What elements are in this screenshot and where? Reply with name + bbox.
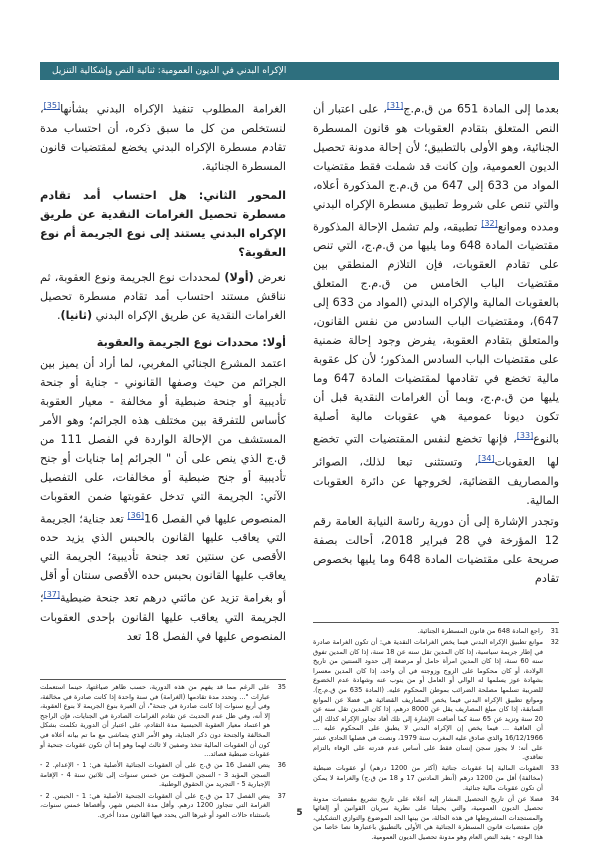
footnote-item [40, 761, 286, 790]
right-paragraph-2: وتجدر الإشارة إلى أن دورية رئاسة النيابة العامة رقم 12 المؤرخة في 28 فبراير 2018، أحالت بصفة صريحة على مقتضيات المادة 648 وما يليها بخصوص تقادم [313, 514, 559, 585]
footnote-text: ينص الفصل 16 من ق.ج على أن العقوبات الجنائية الأصلية هي: 1 - الإعدام. 2 - السجن المؤبد 3 - السجن المؤقت من خمس سنوات إلى ثلاثين سنة 4 - الإقامة الإجبارية 5 - التجريد من الحقوق الوطنية. [40, 761, 270, 789]
section-title: المحور الثاني: هل احتساب أمد تقادم مسطرة تحصيل الغرامات النقدية عن طريق الإكراه البدني يستند إلى نوع الجريمة أم نوع العقوبة؟ [40, 187, 286, 259]
footnote-number: 37 [277, 791, 286, 800]
footnote-item [313, 627, 559, 637]
footnote-divider-right [313, 622, 559, 623]
footnote-ref-35[interactable]: [35] [43, 101, 61, 110]
footnotes-left [40, 683, 286, 822]
right-paragraph-1: بعدما إلى المادة 651 من ق.م.ج[31]، على اعتبار أن النص المتعلق بتقادم العقوبات هو قانون المسطرة الجنائية، وهو الأولى بالتطبيق؛ لأن إحالة مدونة تحصيل الديون العمومية، وإن كانت قد شملت فقط مقتضيات المواد من 633 إلى 647 من ق.م.ج المذكورة أعلاه، والتي تنص على شروط تطبيق مسطرة الإكراه البدني ومدده وموانع[32] تطبيقه، ولم تشمل الإحالة المذكورة مقتضيات المادة 648 وما يليها من ق.م.ج، التي تنص على تقادم العقوبات، فإن التلازم المنطقي بين مقتضيات الباب الخامس من ق.م.ج المتعلق بالعقوبات المالية والإكراه البدني (المواد من 633 إلى 647)، ومقتضيات الباب السادس من نفس القانون، والمتعلق بتقادم العقوبة، يفرض وجود إحالة ضمنية على مقتضيات الباب السادس المذكور؛ لأن كل عقوبة مالية تخضع في تقادمها لمقتضيات المادة 647 وما يليها من ق.م.ج، وبما أن الغرامات النقدية قبل أن تكون ديونا عمومية هي عقوبات مالية أصلية بالنوع[33]، فإنها تخضع لنفس المقتضيات التي تخضع لها العقوبات[34]، وتستثنى تبعا لذلك، الصوائر والمصاريف القضائية، لخروجها عن دائرة العقوبات المالية. [313, 101, 560, 507]
footnote-number: 35 [277, 683, 286, 691]
footnote-number: 33 [550, 764, 559, 773]
right-column [313, 96, 559, 590]
footnote-number: 32 [550, 638, 559, 647]
footnote-item [313, 638, 559, 763]
footnote-ref-32[interactable]: [32] [481, 218, 498, 228]
footnote-divider-left [40, 679, 286, 680]
running-header [40, 62, 559, 80]
footnote-ref-37[interactable]: [37] [43, 590, 60, 600]
footnote-ref-31[interactable]: [31] [386, 101, 404, 110]
footnote-text: العقوبات المالية إما عقوبات جنائية (أكثر من 1200 درهم) أو عقوبات ضبطية (مخالفة) أقل من 1200 درهم (أنظر المادتين 17 و 18 من ق.ج) والغرامة لا يمكن أن تكون عقوبات مالية جنائية. [313, 764, 543, 792]
left-paragraph-3: اعتمد المشرع الجنائي المغربي، لما أراد أن يميز بين الجرائم من حيث وصفها القانوني - جناية أو جنحة تأديبية أو جنحة ضبطية أو مخالفة - معيار العقوبة كأساس للتفرقة بين مختلف هذه الجرائم؛ وهو الأمر المستشف من الإحالة الواردة في الفصل 111 من ق.ج الذي ينص على أن " الجرائم إما جنايات أو جنح تأديبية أو جنح ضبطية أو مخالفات، على التفصيل الآتي: الجريمة التي تدخل عقوبتها ضمن العقوبات المنصوص عليها في الفصل 16[36] تعد جناية؛ الجريمة التي يعاقب عليها القانون بالحبس الذي يزيد حده الأقصى عن سنتين تعد جنحة تأديبية؛ الجريمة التي يعاقب عليها القانون بحبس حده الأقصى سنتان أو أقل أو بغرامة تزيد عن مائتي درهم تعد جنحة ضبطية[37]؛ الجريمة التي يعاقب عليها القانون بإحدى العقوبات المنصوص عليها في الفصل 18 تعد [40, 356, 287, 644]
footnote-ref-34[interactable]: [34] [478, 454, 495, 464]
footnote-number: 31 [550, 627, 559, 635]
footnote-ref-36[interactable]: [36] [127, 510, 144, 520]
footnote-text: على الرغم مما قد يفهم من هذه الدورية، حسب ظاهر صياغتها، حينما استعملت عبارات "... وتحدد مدة تقادمها (الغرامة) في سنة واحدة إذا كانت صادرة في مخالفة، وفي أربع سنوات إذا كانت صادرة في جنحة"، أن العبرة بنوع الجريمة لا بنوع العقوبة، إلا أنه، وفي ظل عدم الحديث عن تقادم الغرامات الصادرة في الجنايات، فإن الراجح هو اعتماد معيار العقوبة الحبسية مدة التقادم، على اعتبار أن الدورية تكلمت بشكل المخالفة والجنحة دون ذكر الجناية، وهو الأمر الذي يتماشى مع ما تم بيانه أعلاه في كون أن العقوبات المالية تتخذ وصفين لا ثالث لهما وهو إما أن تكون عقوبات جنحية أو عقوبات ضبطية فصائد... [40, 683, 270, 759]
footnote-item [313, 795, 559, 843]
footnote-item [40, 683, 286, 760]
footnote-text: موانع تطبيق الإكراه البدني فيما يخص الغرامات النقدية هي: أن تكون الغرامة صادرة في إطار جريمة سياسية، إذا كان المدين تقل سنه عن 18 سنة، إذا كان المدين تفوق سنه 60 سنة، إذا كان المدين امرأة حامل أو مرضعة إلى حدود السنتين من تاريخ الولادة، أو كان محكوما على الزوج وزوجته في آن واحد، إذا كان المدين معسرا بشهادة عوز يسلمها له الوالي أو العامل أو من ينوب عنه وشهادة عدم الخضوع للضريبة تسلمها مصلحة الضرائب بموطن المحكوم عليه. (المادة 635 من ق.م.ج). وموانع تطبيق الإكراه البدني فيما يخص المصاريف القضائية هي فضلا عن الموانع السابقة، إذا كان مبلغ المصاريف يقل عن 8000 درهم، إذا كان المدين تقل سنه عن 20 سنة وتزيد عن 65 سنة كما أضافت الإشارة إلى تلك أفاد تجاوز الإكراه كذلك إلى أن العاقبة ... فيما يخص إن الإكراه البدني لا يطبق على المحكوم عليه ... 16/12/1966 والذي صادق عليه المغرب سنة 1979، ونصت في فصلها الحادي عشر على أنه: لا يجوز سجن إنسان فقط على أساس عدم قدرته على الوفاء بالتزام تعاقدي. [313, 638, 543, 762]
footnote-number: 36 [277, 761, 286, 770]
footnote-text: فضلا عن أن تاريخ التحصيل المشار إليه أعلاه على تاريخ تشريع مقتضيات مدونة تحصيل الديون العمومية، والتي يحيلنا على نظرية سريان القوانين أو إلغائها والمستجدات المشروطها في هذه الحالة، من بينها الحد الموضوع والتوازي التشكيلي، فإن مقتضيات قانون المسطرة الجنائية هي الأولى بالتطبيق باعتبارها نصا خاصا من هذا الوجه - يقيد النص العام وهو مدونة تحصيل الديون العمومية. [313, 794, 543, 841]
running-header-title: الإكراه البدني في الديون العمومية: ثنائية النص وإشكالية التنزيل [52, 66, 287, 76]
footnote-number: 34 [550, 794, 559, 803]
footnote-item [313, 764, 559, 793]
subsection-title: أولا: محددات نوع الجريمة والعقوبة [96, 335, 286, 349]
left-paragraph-2: نعرض (أولا) لمحددات نوع الجريمة ونوع العقوبة، ثم نناقش مستند احتساب أمد تقادم مسطرة تحصيل الغرامات النقدية عن طريق الإكراه البدني (ثانيا). [40, 270, 286, 322]
page-number: 5 [296, 808, 303, 818]
footnote-ref-33[interactable]: [33] [516, 431, 534, 441]
footnote-text: ينص الفصل 17 من ق.ج على أن العقوبات الجنحية الأصلية هي: 1 - الحبس. 2 - الغرامة التي تتجاوز 1200 درهم. وأقل مدة الحبس شهر، وأقصاها خمس سنوات، باستثناء حالات العود أو غيرها التي يحدد فيها القانون مددا أخرى. [40, 791, 271, 819]
footnote-text: راجع المادة 648 من قانون المسطرة الجنائية. [417, 627, 543, 635]
left-paragraph-1: الغرامة المطلوب تنفيذ الإكراه البدني بشأنها[35]، لنستخلص من كل ما سبق ذكره، أن احتساب مدة تقادم مسطرة الإكراه البدني يخضع لمقتضيات قانون المسطرة الجنائية. [40, 101, 286, 173]
left-column [40, 96, 286, 648]
